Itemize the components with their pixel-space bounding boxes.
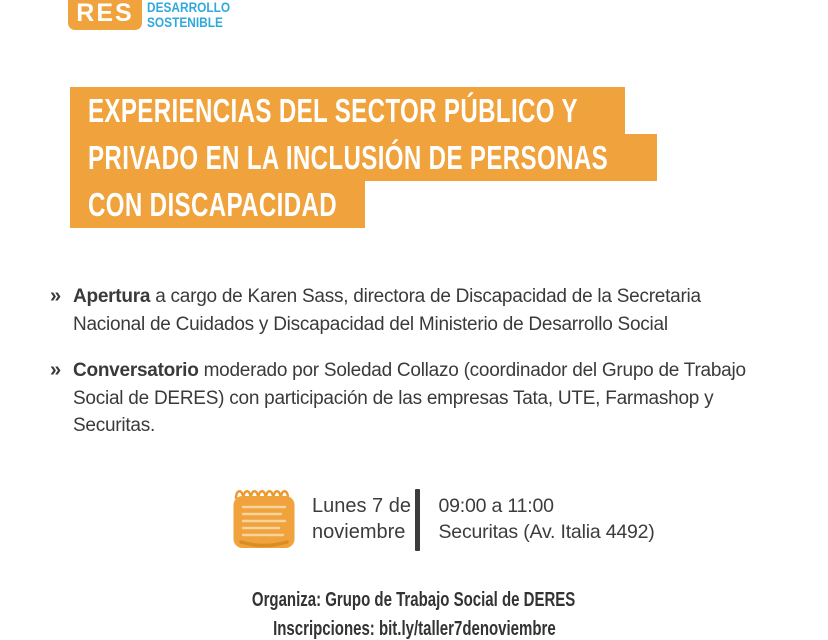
bullet-conversatorio-line-2: Social de DERES) con participación de las empresas Tata, UTE, Farmashop y (73, 387, 714, 409)
calendar-notepad-icon (233, 486, 295, 550)
bullet-apertura-line-1: a cargo de Karen Sass, directora de Discapacidad de la Secretaria (150, 286, 701, 307)
title-text-line-1: EXPERIENCIAS DEL SECTOR PÚBLICO Y (88, 91, 578, 129)
title-highlight-line-2 (70, 134, 657, 181)
logo-tagline (147, 1, 230, 30)
bullet-apertura-line-2: Nacional de Cuidados y Discapacidad del Ministerio de Desarrollo Social (73, 313, 668, 335)
list-item (50, 357, 746, 440)
event-title (70, 87, 657, 228)
deres-logo (68, 0, 142, 30)
organizer-text: Organiza: Grupo de Trabajo Social de DERES (252, 589, 576, 611)
title-highlight-line-3 (70, 181, 365, 228)
vertical-divider (415, 489, 420, 551)
event-time-venue (439, 486, 655, 545)
event-details (233, 486, 655, 551)
chevron-bullet-icon: » (50, 359, 62, 381)
list-item (50, 283, 746, 338)
event-venue: Securitas (Av. Italia 4492) (438, 521, 655, 543)
organizer-line (0, 586, 828, 615)
agenda-list (50, 283, 746, 440)
tagline-line-1: DESARROLLO (147, 0, 231, 15)
event-date (312, 486, 415, 545)
bullet-conversatorio-lead: Conversatorio (73, 360, 199, 381)
bullet-conversatorio-line-3: Securitas. (73, 415, 155, 436)
title-text-line-2: PRIVADO EN LA INCLUSIÓN DE PERSONAS (88, 138, 609, 176)
event-date-line-2: noviembre (312, 521, 406, 543)
bullet-conversatorio-text (73, 357, 746, 440)
bullet-apertura-text (73, 283, 701, 338)
event-date-line-1: Lunes 7 de (312, 495, 411, 517)
bullet-apertura-lead: Apertura (73, 286, 151, 307)
footer (0, 586, 828, 640)
event-time: 09:00 a 11:00 (438, 495, 554, 517)
tagline-line-2: SOSTENIBLE (147, 14, 223, 30)
chevron-bullet-icon: » (50, 285, 62, 307)
bullet-conversatorio-line-1: moderado por Soledad Collazo (coordinador del Grupo de Trabajo (198, 360, 746, 381)
title-text-line-3: CON DISCAPACIDAD (88, 185, 337, 223)
registration-text: Inscripciones: bit.ly/taller7denoviembre (272, 618, 556, 640)
title-highlight-line-1 (70, 87, 625, 134)
registration-line (0, 615, 828, 640)
deres-logo-text: RES (76, 0, 134, 27)
